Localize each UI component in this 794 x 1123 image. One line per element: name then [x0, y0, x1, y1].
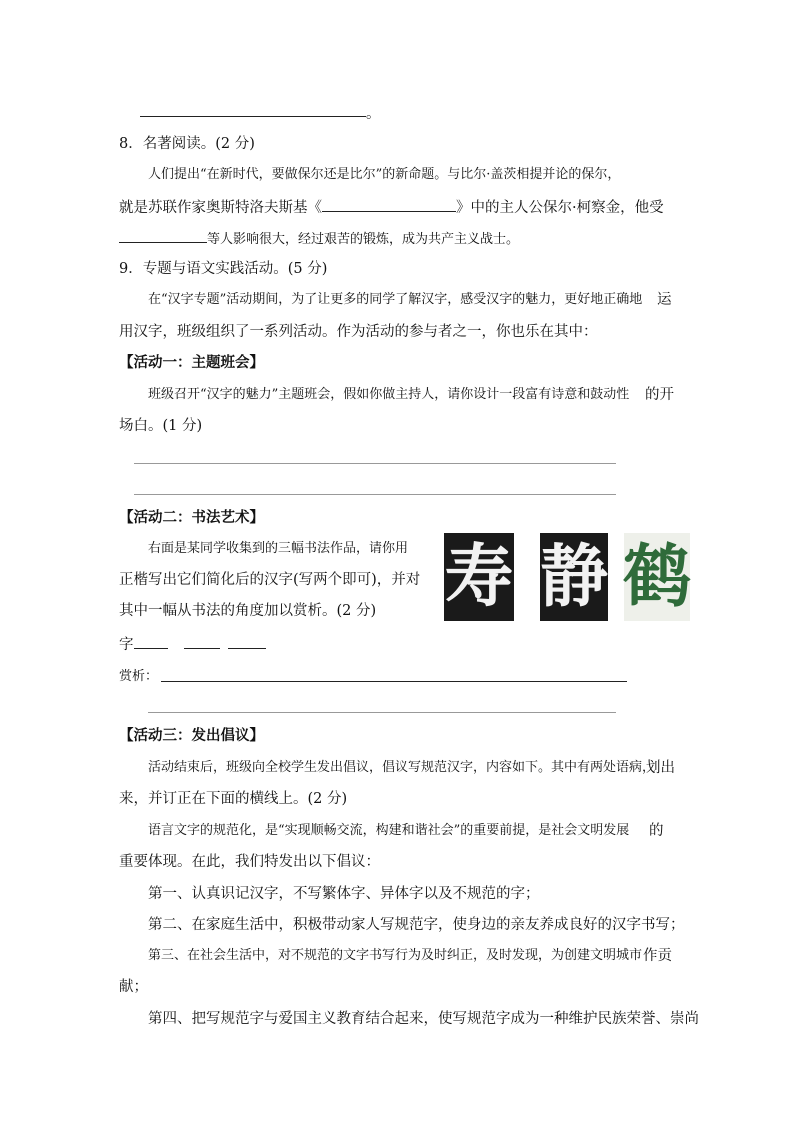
q8-line2-a: 就是苏联作家奥斯特洛夫斯基《 — [119, 200, 322, 216]
activity3-heading: 【活动三：发出倡议】 — [119, 727, 264, 744]
activity1-heading: 【活动一：主题班会】 — [119, 354, 264, 371]
opening-answer-line-2[interactable] — [134, 494, 616, 495]
zi-row — [119, 634, 266, 655]
q9-intro-line2: 用汉字，班级组织了一系列活动。作为活动的参与者之一，你也乐在其中： — [119, 324, 598, 340]
zi-label: 字 — [119, 637, 134, 653]
proposal-item-1: 第一、认真识记汉字，不写繁体字、异体字以及不规范的字； — [148, 886, 540, 902]
q9-intro-line1: 在“汉字专题”活动期间，为了让更多的同学了解汉字，感受汉字的魅力，更好地正确地 — [148, 292, 643, 307]
activity1-line1: 班级召开“汉字的魅力”主题班会，假如你做主持人，请你设计一段富有诗意和鼓动性 — [148, 387, 630, 402]
proposal-p1: 语言文字的规范化，是“实现顺畅交流，构建和谐社会”的重要前提，是社会文明发展 — [148, 823, 630, 838]
activity1-line1-end: 的开 — [645, 387, 674, 403]
activity2-line1: 右面是某同学收集到的三幅书法作品，请你用 — [148, 541, 409, 556]
q8-line3-text: 等人影响很大，经过艰苦的锻炼，成为共产主义战士。 — [207, 232, 520, 247]
activity3-line2: 来，并订正在下面的横线上。(2 分) — [119, 791, 348, 807]
proposal-item-2: 第二、在家庭生活中，积极带动家人写规范字，使身边的亲友养成良好的汉字书写； — [148, 917, 685, 933]
proposal-p1-line2: 重要体现。在此，我们特发出以下倡议： — [119, 854, 380, 870]
activity3-line1-end: 划出 — [646, 760, 675, 776]
q9-title: 9．专题与语文实践活动。(5 分) — [119, 261, 328, 277]
q8-line2-b: 》中的主人公保尔·柯察金，他受 — [456, 200, 664, 216]
calligraphy-image-1 — [444, 533, 514, 621]
activity2-heading: 【活动二：书法艺术】 — [119, 509, 264, 526]
answer-line-end-mark: 。 — [366, 106, 381, 122]
char-blank-1[interactable] — [134, 634, 168, 649]
activity2-line2: 正楷写出它们简化后的汉字(写两个即可)，并对 — [119, 572, 421, 588]
activity3-line1: 活动结束后，班级向全校学生发出倡议，倡议写规范汉字，内容如下。其中有两处语病， — [148, 760, 656, 775]
char-blank-3[interactable] — [228, 634, 266, 649]
q9-intro-line1-end: 运 — [657, 292, 672, 308]
answer-line-top[interactable] — [140, 116, 366, 117]
q8-line2 — [119, 197, 664, 218]
appreciate-answer-line-1[interactable] — [161, 681, 627, 682]
calligraphy-image-2 — [540, 533, 608, 621]
activity2-line3: 其中一幅从书法的角度加以赏析。(2 分) — [119, 603, 377, 619]
proposal-item-3-line2: 献； — [119, 979, 148, 995]
char-blank-2[interactable] — [184, 634, 220, 649]
proposal-item-4: 第四、把写规范字与爱国主义教育结合起来，使写规范字成为一种维护民族荣誉、崇尚 — [148, 1011, 699, 1027]
calligraphy-char-2: 静 — [540, 537, 609, 617]
appreciate-label: 赏析： — [119, 669, 159, 684]
proposal-item-3-end: 作贡 — [643, 948, 672, 964]
book-title-blank[interactable] — [322, 197, 456, 212]
q8-line3 — [119, 228, 519, 250]
opening-answer-line-1[interactable] — [134, 463, 616, 464]
influence-blank[interactable] — [119, 228, 207, 243]
proposal-item-3: 第三、在社会生活中，对不规范的文字书写行为及时纠正，及时发现，为创建文明城市 — [148, 948, 643, 963]
q8-line1: 人们提出“在新时代，要做保尔还是比尔”的新命题。与比尔·盖茨相提并论的保尔， — [148, 167, 621, 182]
calligraphy-image-3 — [624, 533, 690, 621]
calligraphy-char-1: 寿 — [444, 537, 513, 617]
proposal-p1-end: 的 — [649, 823, 664, 839]
calligraphy-char-3: 鹤 — [623, 537, 692, 617]
appreciate-answer-line-2[interactable] — [148, 712, 616, 713]
activity1-line2: 场白。(1 分) — [119, 418, 203, 434]
q8-title: 8．名著阅读。(2 分) — [119, 136, 255, 152]
